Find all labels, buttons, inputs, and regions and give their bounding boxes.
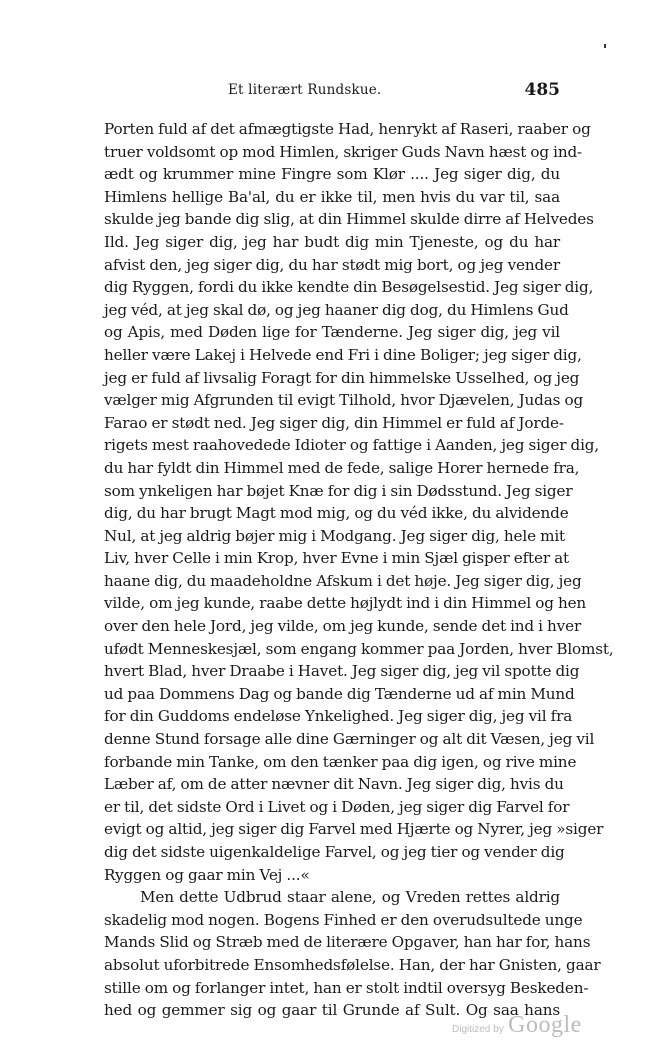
text-line: skadelig mod nogen. Bogens Finhed er den overudsultede unge xyxy=(104,910,583,929)
text-line: Porten fuld af det afmægtigste Had, henrykt af Raseri, raaber og xyxy=(104,120,591,138)
text-line: Ild. Jeg siger dig, jeg har budt dig min Tjeneste, og du har xyxy=(104,232,560,251)
text-line: som ynkeligen har bøjet Knæ for dig i sin Dødsstund. Jeg siger xyxy=(104,481,573,500)
text-line: skulde jeg bande dig slig, at din Himmel skulde dirre af Helvedes xyxy=(104,210,594,229)
text-line: ædt og krummer mine Fingre som Klør .... Jeg siger dig, du xyxy=(104,165,560,184)
watermark-brand: Google xyxy=(508,1012,582,1038)
text-line: hed og gemmer sig og gaar til Grunde af Sult. Og saa hans xyxy=(104,1001,560,1020)
text-line: stille om og forlanger intet, han er stolt indtil oversyg Beskeden- xyxy=(104,978,589,997)
text-line: Mands Slid og Stræb med de literære Opgaver, han har for, hans xyxy=(104,933,591,952)
text-line: dig, du har brugt Magt mod mig, og du véd ikke, du alvidende xyxy=(104,504,569,523)
text-line: forbande min Tanke, om den tænker paa dig igen, og rive mine xyxy=(104,752,577,771)
text-line: ufødt Menneskesjæl, som engang kommer paa Jorden, hver Blomst, xyxy=(104,639,614,658)
text-line: dig Ryggen, fordi du ikke kendte din Besøgelsestid. Jeg siger dig, xyxy=(104,278,594,297)
text-line: haane dig, du maadeholdne Afskum i det høje. Jeg siger dig, jeg xyxy=(104,571,582,590)
text-line: og Apis, med Døden lige for Tænderne. Jeg siger dig, jeg vil xyxy=(104,323,560,342)
text-line: Himlens hellige Ba'al, du er ikke til, men hvis du var til, saa xyxy=(104,187,560,206)
text-line-paragraph-end: Ryggen og gaar min Vej ...« xyxy=(104,865,310,884)
text-line: vilde, om jeg kunde, raabe dette højlydt ind i din Himmel og hen xyxy=(104,594,587,613)
body-text xyxy=(104,118,614,1022)
text-line: Liv, hver Celle i min Krop, hver Evne i min Sjæl gisper efter at xyxy=(104,549,569,568)
text-line: er til, det sidste Ord i Livet og i Døden, jeg siger dig Farvel for xyxy=(104,797,570,816)
text-line: absolut uforbitrede Ensomhedsfølelse. Han, der har Gnisten, gaar xyxy=(104,955,601,974)
text-line: truer voldsomt op mod Himlen, skriger Guds Navn hæst og ind- xyxy=(104,142,583,161)
text-line: du har fyldt din Himmel med de fede, salige Horer hernede fra, xyxy=(104,458,580,477)
text-line: heller være Lakej i Helvede end Fri i dine Boliger; jeg siger dig, xyxy=(104,345,582,364)
print-speck xyxy=(604,44,606,48)
text-line: evigt og altid, jeg siger dig Farvel med Hjærte og Nyrer, jeg »siger xyxy=(104,820,604,839)
text-line: jeg er fuld af livsalig Foragt for din himmelske Usselhed, og jeg xyxy=(104,368,580,387)
text-line: denne Stund forsage alle dine Gærninger og alt dit Væsen, jeg vil xyxy=(104,730,595,749)
text-line-paragraph-start: Men dette Udbrud staar alene, og Vreden rettes aldrig xyxy=(140,888,560,907)
text-line: afvist den, jeg siger dig, du har stødt mig bort, og jeg vender xyxy=(104,255,560,274)
page-header xyxy=(104,82,560,106)
digitized-watermark xyxy=(452,1012,582,1039)
text-line: jeg véd, at jeg skal dø, og jeg haaner dig dog, du Himlens Gud xyxy=(104,300,569,319)
text-line: rigets mest raahovedede Idioter og fattige i Aanden, jeg siger dig, xyxy=(104,436,600,455)
text-line: vælger mig Afgrunden til evigt Tilhold, hvor Djævelen, Judas og xyxy=(104,391,584,410)
page-number: 485 xyxy=(524,80,560,100)
running-title: Et literært Rundskue. xyxy=(228,82,382,98)
text-line: Farao er stødt ned. Jeg siger dig, din Himmel er fuld af Jorde- xyxy=(104,413,564,432)
text-line: dig det sidste uigenkaldelige Farvel, og jeg tier og vender dig xyxy=(104,843,565,861)
text-line: Nul, at jeg aldrig bøjer mig i Modgang. Jeg siger dig, hele mit xyxy=(104,526,565,545)
text-line: for din Guddoms endeløse Ynkelighed. Jeg siger dig, jeg vil fra xyxy=(104,707,573,726)
text-line: ud paa Dommens Dag og bande dig Tænderne ud af min Mund xyxy=(104,684,575,703)
text-line: Læber af, om de atter nævner dit Navn. Jeg siger dig, hvis du xyxy=(104,775,564,794)
text-line: hvert Blad, hver Draabe i Havet. Jeg siger dig, jeg vil spotte dig xyxy=(104,662,580,681)
watermark-prefix: Digitized by xyxy=(452,1024,504,1035)
text-line: over den hele Jord, jeg vilde, om jeg kunde, sende det ind i hver xyxy=(104,617,582,636)
